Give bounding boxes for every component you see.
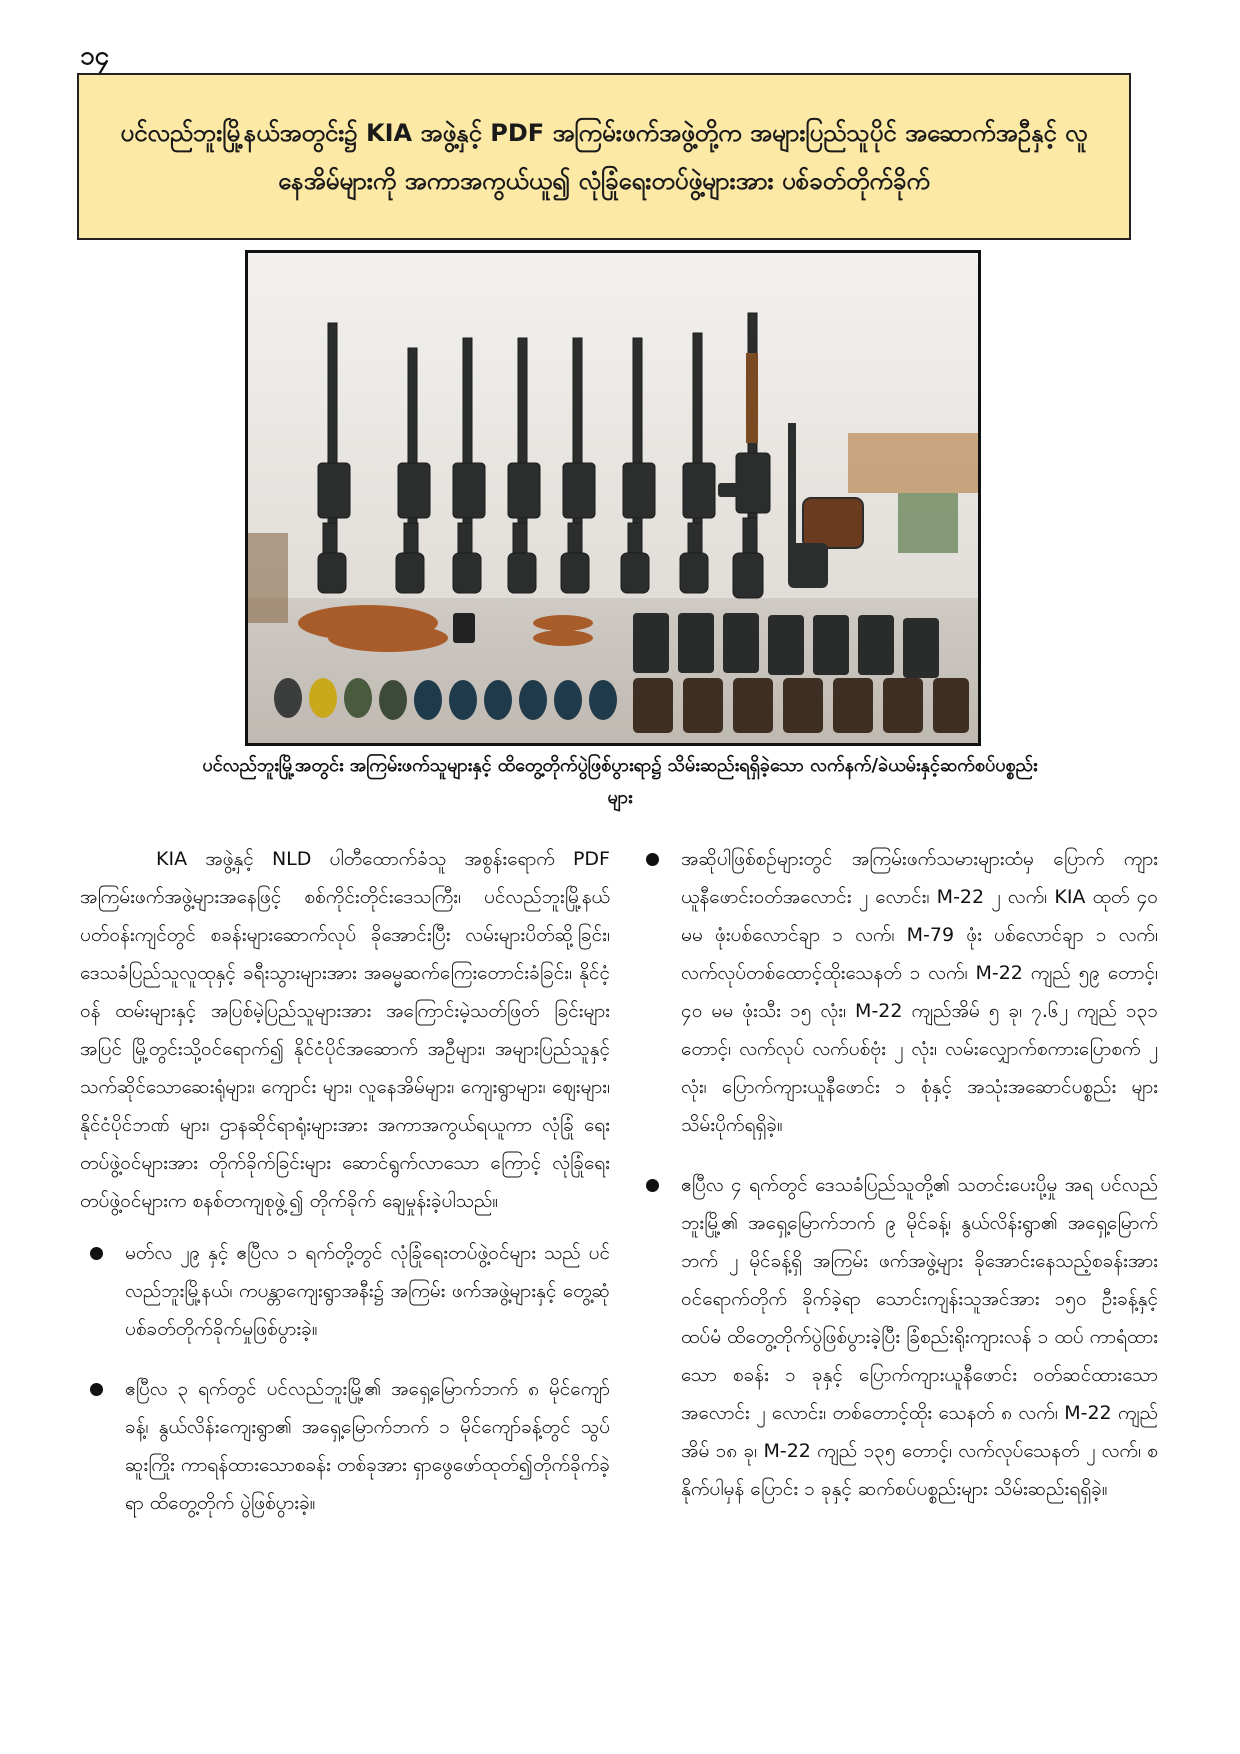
list-item-text: အဆိုပါဖြစ်စဉ်များတွင် အကြမ်းဖက်သမားများထံမှ ပြောက် ကျားယူနီဖောင်းဝတ်အလောင်း ၂ လောင်း၊ M-22 ၂ လက်၊ KIA ထုတ် ၄၀ မမ ဖုံးပစ်လောင်ချာ ၁ လက်၊ M-79 ဖုံး ပစ်လောင်ချာ ၁ လက်၊ လက်လုပ်တစ်ထောင့်ထိုးသေနတ် ၁ လက်၊ M-22 ကျည် ၅၉ တောင့်၊ ၄၀ မမ ဖုံးသီး ၁၅ လုံး၊ M-22 ကျည်အိမ် ၅ ခု၊ ၇.၆၂ ကျည် ၁၃၁ တောင့်၊ လက်လုပ် လက်ပစ်ဗုံး ၂ လုံး၊ လမ်းလျှောက်စကားပြောစက် ၂ လုံး၊ ပြောက်ကျားယူနီဖောင်း ၁ စုံနှင့် အသုံးအဆောင်ပစ္စည်း များ သိမ်းပိုက်ရရှိခဲ့။ bbox=[681, 848, 1158, 1136]
list-item bbox=[80, 1234, 610, 1348]
list-item bbox=[636, 840, 1158, 1144]
bullet-dot-icon bbox=[90, 1383, 103, 1396]
headline-box bbox=[77, 73, 1131, 240]
bullet-dot-icon bbox=[646, 1179, 659, 1192]
list-item bbox=[636, 1166, 1158, 1508]
list-item-text: ဧပြီလ ၄ ရက်တွင် ဒေသခံပြည်သူတို့၏ သတင်းပေးပို့မှု အရ ပင်လည်ဘူးမြို့၏ အရှေ့မြောက်ဘက် ၉ မိုင်ခန့်၊ နွယ်လိန်းရွာ၏ အရှေ့မြောက်ဘက် ၂ မိုင်ခန့်ရှိ အကြမ်း ဖက်အဖွဲ့များ ခိုအောင်းနေသည့်စခန်းအား ဝင်ရောက်တိုက် ခိုက်ခဲ့ရာ သောင်းကျန်းသူအင်အား ၁၅၀ ဦးခန့်နှင့် ထပ်မံ ထိတွေ့တိုက်ပွဲဖြစ်ပွားခဲ့ပြီး ခြံစည်းရိုးကျားလန် ၁ ထပ် ကာရံထားသော စခန်း ၁ ခုနှင့် ပြောက်ကျားယူနီဖောင်း ဝတ်ဆင်ထားသော အလောင်း ၂ လောင်း၊ တစ်တောင့်ထိုး သေနတ် ၈ လက်၊ M-22 ကျည်အိမ် ၁၈ ခု၊ M-22 ကျည် ၁၃၅ တောင့်၊ လက်လုပ်သေနတ် ၂ လက်၊ စနိုက်ပါမှန် ပြောင်း ၁ ခုနှင့် ဆက်စပ်ပစ္စည်းများ သိမ်းဆည်းရရှိခဲ့။ bbox=[681, 1174, 1158, 1500]
left-column bbox=[80, 840, 610, 1544]
intro-paragraph: KIA အဖွဲ့နှင့် NLD ပါတီထောက်ခံသူ အစွန်းရောက် PDF အကြမ်းဖက်အဖွဲ့များအနေဖြင့် စစ်ကိုင်းတိုင်းဒေသကြီး၊ ပင်လည်ဘူးမြို့နယ်ပတ်ဝန်းကျင်တွင် စခန်းများဆောက်လုပ် ခိုအောင်းပြီး လမ်းများပိတ်ဆို့ခြင်း၊ ဒေသခံပြည်သူလူထုနှင့် ခရီးသွားများအား အဓမ္မဆက်ကြေးတောင်းခံခြင်း၊ နိုင်ငံ့ဝန် ထမ်းများနှင့် အပြစ်မဲ့ပြည်သူများအား အကြောင်းမဲ့သတ်ဖြတ် ခြင်းများအပြင် မြို့တွင်းသို့ဝင်ရောက်၍ နိုင်ငံပိုင်အဆောက် အဦများ၊ အများပြည်သူနှင့် သက်ဆိုင်သောဆေးရုံများ၊ ကျောင်း များ၊ လူနေအိမ်များ၊ ကျေးရွာများ၊ ဈေးများ၊ နိုင်ငံပိုင်ဘဏ် များ၊ ဌာနဆိုင်ရာရုံးများအား အကာအကွယ်ရယူကာ လုံခြုံ ရေးတပ်ဖွဲ့ဝင်များအား တိုက်ခိုက်ခြင်းများ ဆောင်ရွက်လာသော ကြောင့် လုံခြုံရေးတပ်ဖွဲ့ဝင်များက စနစ်တကျစုဖွဲ့၍ တိုက်ခိုက် ချေမှုန်းခဲ့ပါသည်။ bbox=[80, 848, 610, 1212]
seized-weapons-illustration bbox=[248, 253, 978, 743]
photo-caption: ပင်လည်ဘူးမြို့အတွင်း အကြမ်းဖက်သူများနှင့် ထိတွေ့တိုက်ပွဲဖြစ်ပွားရာ၌ သိမ်းဆည်းရရှိခဲ့သော လက်နက်/ခဲယမ်းနှင့်ဆက်စပ်ပစ္စည်းများ bbox=[202, 755, 1038, 808]
news-photo bbox=[245, 250, 981, 746]
page-number: ၁၄ bbox=[80, 41, 110, 71]
left-bullet-list bbox=[80, 1234, 610, 1522]
bullet-dot-icon bbox=[90, 1247, 103, 1260]
list-item-text: ဧပြီလ ၃ ရက်တွင် ပင်လည်ဘူးမြို့၏ အရှေ့မြောက်ဘက် ၈ မိုင်ကျော်ခန့်၊ နွယ်လိန်းကျေးရွာ၏ အရှေ့မြောက်ဘက် ၁ မိုင်ကျော်ခန့်တွင် သွပ်ဆူးကြိုး ကာရန်ထားသောစခန်း တစ်ခုအား ရှာဖွေဖော်ထုတ်၍တိုက်ခိုက်ခဲ့ရာ ထိတွေ့တိုက် ပွဲဖြစ်ပွားခဲ့။ bbox=[125, 1378, 610, 1514]
list-item bbox=[80, 1370, 610, 1522]
list-item-text: မတ်လ ၂၉ နှင့် ဧပြီလ ၁ ရက်တို့တွင် လုံခြုံရေးတပ်ဖွဲ့ဝင်များ သည် ပင်လည်ဘူးမြို့နယ်၊ ကပန္တာကျေးရွာအနီး၌ အကြမ်း ဖက်အဖွဲ့များနှင့် တွေ့ဆုံပစ်ခတ်တိုက်ခိုက်မှုဖြစ်ပွားခဲ့။ bbox=[125, 1242, 610, 1340]
bullet-dot-icon bbox=[646, 853, 659, 866]
headline-title: ပင်လည်ဘူးမြို့နယ်အတွင်း၌ KIA အဖွဲ့နှင့် PDF အကြမ်းဖက်အဖွဲ့တို့က အများပြည်သူပိုင် အဆောက်အဦနှင့် လူနေအိမ်များကို အကာအကွယ်ယူ၍ လုံခြုံရေးတပ်ဖွဲ့များအား ပစ်ခတ်တိုက်ခိုက် bbox=[120, 118, 1088, 195]
right-column bbox=[636, 840, 1158, 1530]
right-bullet-list bbox=[636, 840, 1158, 1508]
